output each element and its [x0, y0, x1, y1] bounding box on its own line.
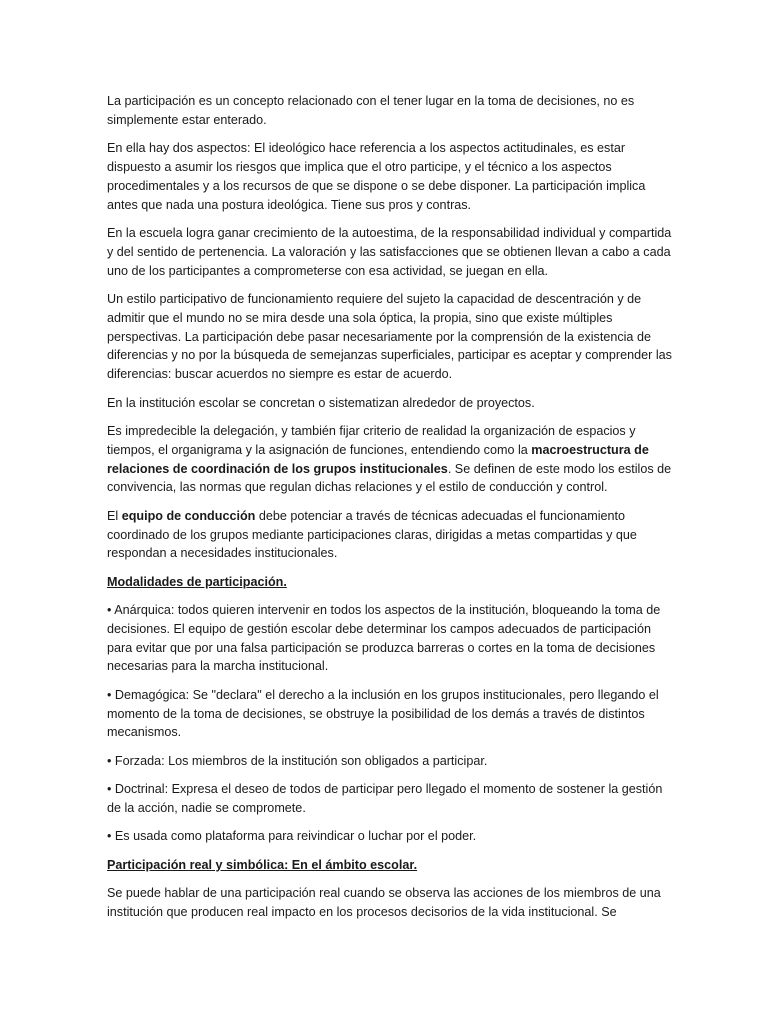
bullet-demagogica: • Demagógica: Se "declara" el derecho a la inclusión en los grupos institucionales, pero llegando el momento de la toma de decisiones, se obstruye la posibilidad de los demás a través de distintos mecanismos.	[107, 687, 659, 740]
bullet-forzada: • Forzada: Los miembros de la institución son obligados a participar.	[107, 753, 488, 768]
bullet-anarquica: • Anárquica: todos quieren intervenir en todos los aspectos de la institución, bloqueando la toma de decisiones. El equipo de gestión escolar debe determinar los campos adecuados de participación para evitar que por una falsa participación se produzca barreras o cortes en la toma de decisiones necesarias para la marcha institucional.	[107, 603, 661, 674]
bullet-plataforma: • Es usada como plataforma para reivindicar o luchar por el poder.	[107, 829, 477, 844]
paragraph-real-participation: Se puede hablar de una participación real cuando se observa las acciones de los miembros de una institución que producen real impacto en los procesos decisorios de la vida institucional. Se	[107, 886, 661, 919]
text-run: El	[107, 508, 122, 523]
heading-participacion-real: Participación real y simbólica: En el ámbito escolar.	[107, 857, 418, 872]
text-run: . Se definen de este modo los estilos de convivencia, las normas que regulan dichas relaciones y el estilo de conducción y control.	[107, 461, 672, 495]
paragraph-participative-style: Un estilo participativo de funcionamiento requiere del sujeto la capacidad de descentración y de admitir que el mundo no se mira desde una sola óptica, la propia, sino que existe múltiples perspectivas. La participación debe pasar necesariamente por la comprensión de la existencia de diferencias y no por la búsqueda de semejanzas superficiales, participar es aceptar y comprender las diferencias: buscar acuerdos no siempre es estar de acuerdo.	[107, 291, 672, 382]
paragraph-aspects: En ella hay dos aspectos: El ideológico hace referencia a los aspectos actitudinales, es estar dispuesto a asumir los riesgos que implica que el otro participe, y el técnico a los aspectos procedimentales y a los recursos de que se dispone o se debe disponer. La participación implica antes que nada una postura ideológica. Tiene sus pros y contras.	[107, 141, 646, 212]
bold-term-equipo-conduccion: equipo de conducción	[121, 508, 256, 523]
text-run: Es impredecible la delegación, y también fijar criterio de realidad la organización de espacios y tiempos, el organigrama y la asignación de funciones, entendiendo como la	[107, 423, 636, 457]
paragraph-school-growth: En la escuela logra ganar crecimiento de la autoestima, de la responsabilidad individual y compartida y del sentido de pertenencia. La valoración y las satisfacciones que se obtienen llevan a cabo a cada uno de los participantes a comprometerse con esa actividad, se juegan en ella.	[107, 225, 672, 278]
heading-modalidades: Modalidades de participación.	[107, 574, 287, 589]
paragraph-definition: La participación es un concepto relacionado con el tener lugar en la toma de decisiones, no es simplemente estar enterado.	[107, 94, 635, 127]
paragraph-delegation	[107, 422, 672, 497]
text-run: debe potenciar a través de técnicas adecuadas el funcionamiento coordinado de los grupos mediante participaciones claras, dirigidas a metas compartidas y que respondan a necesidades institucionales.	[107, 508, 637, 561]
bold-term-macroestructura: macroestructura de relaciones de coordinación de los grupos institucionales	[107, 442, 649, 476]
bullet-doctrinal: • Doctrinal: Expresa el deseo de todos de participar pero llegado el momento de sostener la gestión de la acción, nadie se compromete.	[107, 782, 663, 816]
paragraph-conduction-team	[107, 507, 672, 563]
paragraph-projects: En la institución escolar se concretan o sistematizan alrededor de proyectos.	[107, 395, 535, 410]
